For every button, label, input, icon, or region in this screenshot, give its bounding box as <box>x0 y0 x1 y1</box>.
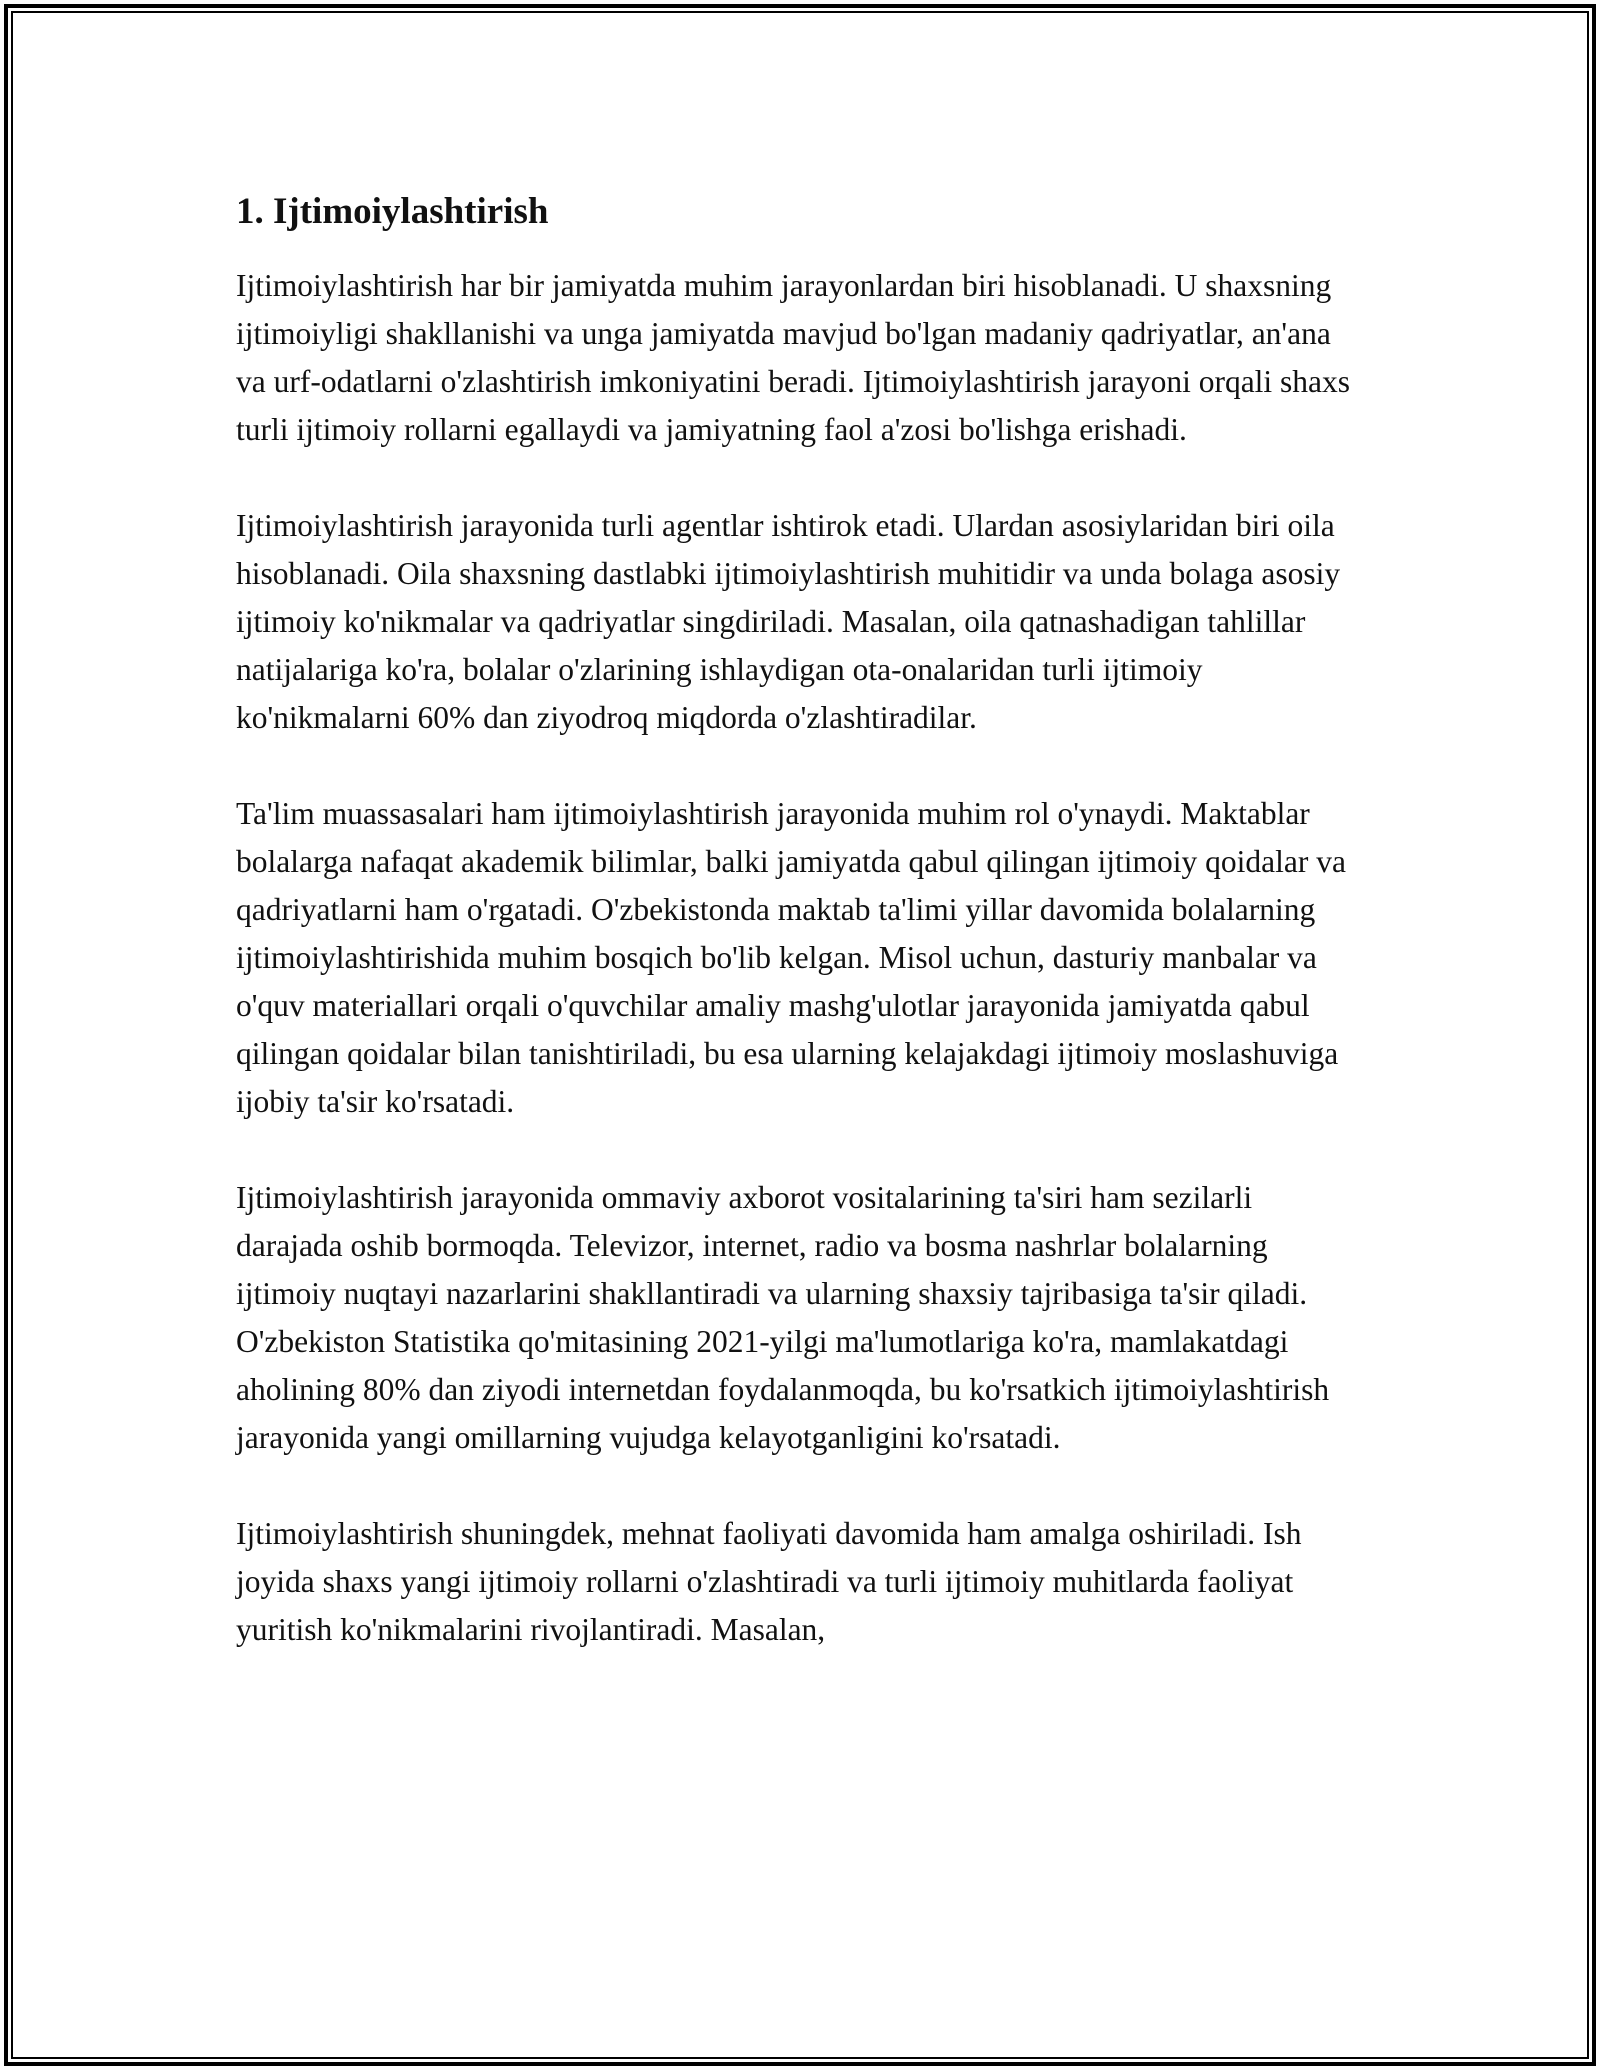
paragraph-3: Ta'lim muassasalari ham ijtimoiylashtirish jarayonida muhim rol o'ynaydi. Maktablar bolalarga nafaqat akademik bilimlar, balki jamiyatda qabul qilingan ijtimoiy qoidalar va qadriyatlarni ham o'rgatadi. O'zbekistonda maktab ta'limi yillar davomida bolalarning ijtimoiylashtirishida muhim bosqich bo'lib kelgan. Misol uchun, dasturiy manbalar va o'quv materiallari orqali o'quvchilar amaliy mashg'ulotlar jarayonida jamiyatda qabul qilingan qoidalar bilan tanishtiriladi, bu esa ularning kelajakdagi ijtimoiy moslashuviga ijobiy ta'sir ko'rsatadi. <box>236 796 1346 1119</box>
section-heading: 1. Ijtimoiylashtirish <box>236 191 549 232</box>
paragraph-5: Ijtimoiylashtirish shuningdek, mehnat faoliyati davomida ham amalga oshiriladi. Ish joyida shaxs yangi ijtimoiy rollarni o'zlashtiradi va turli ijtimoiy muhitlarda faoliyat yuritish ko'nikmalarini rivojlantiradi. Masalan, <box>236 1516 1302 1647</box>
document-body <box>236 188 1366 1654</box>
paragraph-2: Ijtimoiylashtirish jarayonida turli agentlar ishtirok etadi. Ulardan asosiylaridan biri oila hisoblanadi. Oila shaxsning dastlabki ijtimoiylashtirish muhitidir va unda bolaga asosiy ijtimoiy ko'nikmalar va qadriyatlar singdiriladi. Masalan, oila qatnashadigan tahlillar natijalariga ko'ra, bolalar o'zlarining ishlaydigan ota-onalaridan turli ijtimoiy ko'nikmalarni 60% dan ziyodroq miqdorda o'zlashtiradilar. <box>236 508 1341 735</box>
paragraph-1: Ijtimoiylashtirish har bir jamiyatda muhim jarayonlardan biri hisoblanadi. U shaxsning ijtimoiyligi shakllanishi va unga jamiyatda mavjud bo'lgan madaniy qadriyatlar, an'ana va urf-odatlarni o'zlashtirish imkoniyatini beradi. Ijtimoiylashtirish jarayoni orqali shaxs turli ijtimoiy rollarni egallaydi va jamiyatning faol a'zosi bo'lishga erishadi. <box>236 268 1351 447</box>
paragraph-4: Ijtimoiylashtirish jarayonida ommaviy axborot vositalarining ta'siri ham sezilarli darajada oshib bormoqda. Televizor, internet, radio va bosma nashrlar bolalarning ijtimoiy nuqtayi nazarlarini shakllantiradi va ularning shaxsiy tajribasiga ta'sir qiladi. O'zbekiston Statistika qo'mitasining 2021-yilgi ma'lumotlariga ko'ra, mamlakatdagi aholining 80% dan ziyodi internetdan foydalanmoqda, bu ko'rsatkich ijtimoiylashtirish jarayonida yangi omillarning vujudga kelayotganligini ko'rsatadi. <box>236 1180 1330 1455</box>
